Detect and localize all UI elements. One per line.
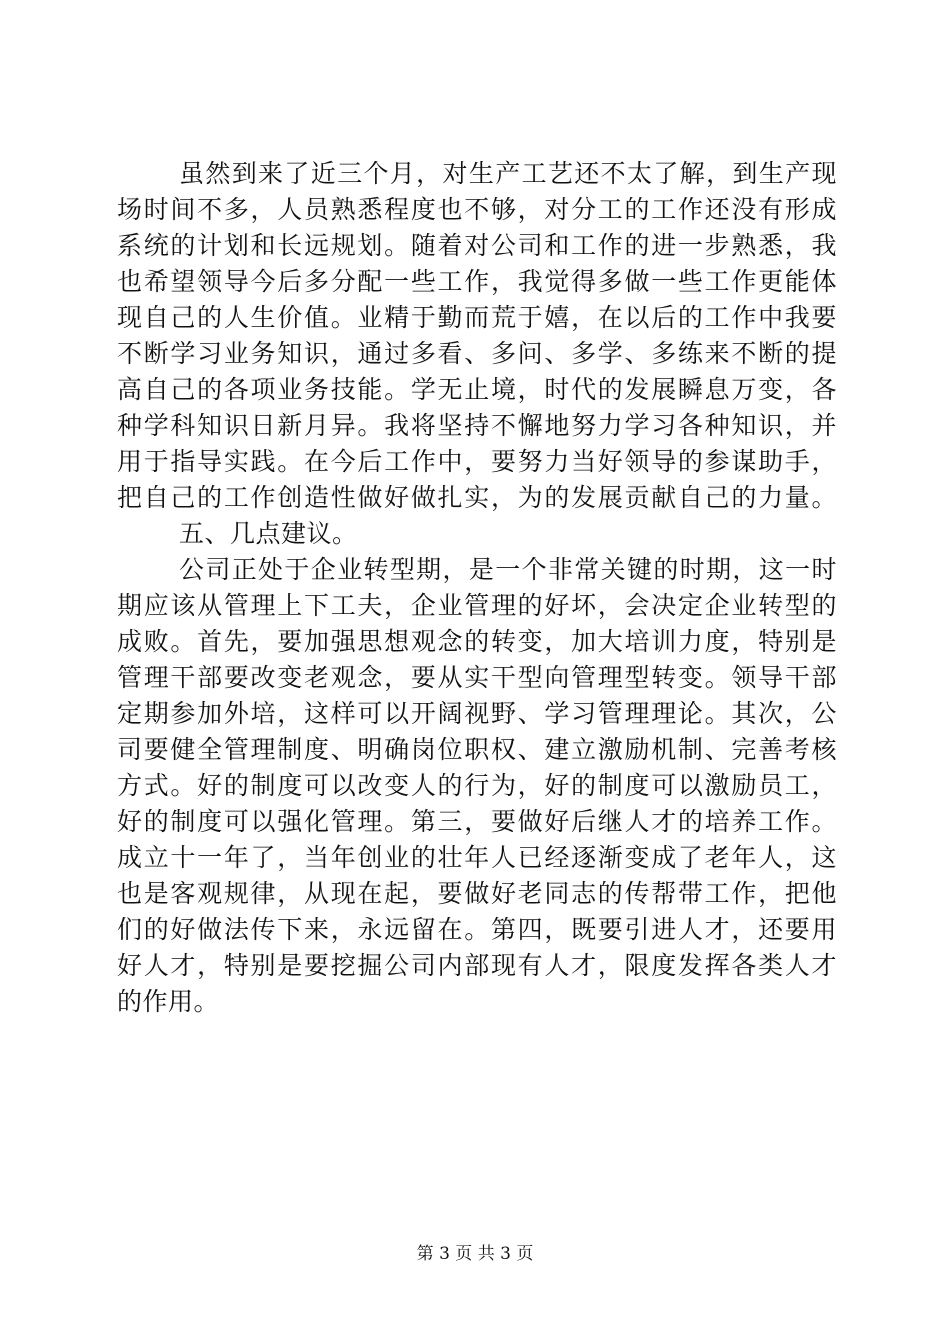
document-body	[117, 156, 837, 1020]
page-number-footer: 第 3 页 共 3 页	[416, 1244, 534, 1264]
paragraph-line: 方式。好的制度可以改变人的行为，好的制度可以激励员工，	[117, 771, 837, 800]
paragraph-line: 也希望领导今后多分配一些工作，我觉得多做一些工作更能体	[117, 267, 837, 296]
paragraph-line: 成败。首先，要加强思想观念的转变，加大培训力度，特别是	[117, 627, 837, 656]
paragraph-line: 成立十一年了，当年创业的壮年人已经逐渐变成了老年人，这	[117, 843, 837, 872]
paragraph-line: 不断学习业务知识，通过多看、多问、多学、多练来不断的提	[117, 339, 837, 368]
paragraph-line: 高自己的各项业务技能。学无止境，时代的发展瞬息万变，各	[117, 375, 837, 404]
paragraph-2	[117, 552, 837, 1020]
paragraph-line: 好人才，特别是要挖掘公司内部现有人才，限度发挥各类人才	[117, 951, 837, 980]
paragraph-line: 司要健全管理制度、明确岗位职权、建立激励机制、完善考核	[117, 735, 837, 764]
paragraph-line: 期应该从管理上下工夫，企业管理的好坏，会决定企业转型的	[117, 591, 837, 620]
paragraph-line: 系统的计划和长远规划。随着对公司和工作的进一步熟悉，我	[117, 231, 837, 260]
paragraph-line: 种学科知识日新月异。我将坚持不懈地努力学习各种知识，并	[117, 411, 837, 440]
paragraph-line: 把自己的工作创造性做好做扎实，为的发展贡献自己的力量。	[117, 483, 837, 512]
paragraph-line: 管理干部要改变老观念，要从实干型向管理型转变。领导干部	[117, 663, 837, 692]
paragraph-line: 公司正处于企业转型期，是一个非常关键的时期，这一时	[179, 555, 837, 584]
paragraph-line: 们的好做法传下来，永远留在。第四，既要引进人才，还要用	[117, 915, 837, 944]
paragraph-line: 好的制度可以强化管理。第三，要做好后继人才的培养工作。	[117, 807, 837, 836]
paragraph-line: 用于指导实践。在今后工作中，要努力当好领导的参谋助手，	[117, 447, 837, 476]
paragraph-line: 现自己的人生价值。业精于勤而荒于嬉，在以后的工作中我要	[117, 303, 837, 332]
paragraph-line: 定期参加外培，这样可以开阔视野、学习管理理论。其次，公	[117, 699, 837, 728]
paragraph-line: 也是客观规律，从现在起，要做好老同志的传帮带工作，把他	[117, 879, 837, 908]
paragraph-line: 场时间不多，人员熟悉程度也不够，对分工的工作还没有形成	[117, 195, 837, 224]
section-heading: 五、几点建议。	[179, 519, 358, 548]
paragraph-line: 虽然到来了近三个月，对生产工艺还不太了解，到生产现	[179, 159, 837, 188]
paragraph-line: 的作用。	[117, 987, 220, 1016]
paragraph-1	[117, 156, 837, 516]
